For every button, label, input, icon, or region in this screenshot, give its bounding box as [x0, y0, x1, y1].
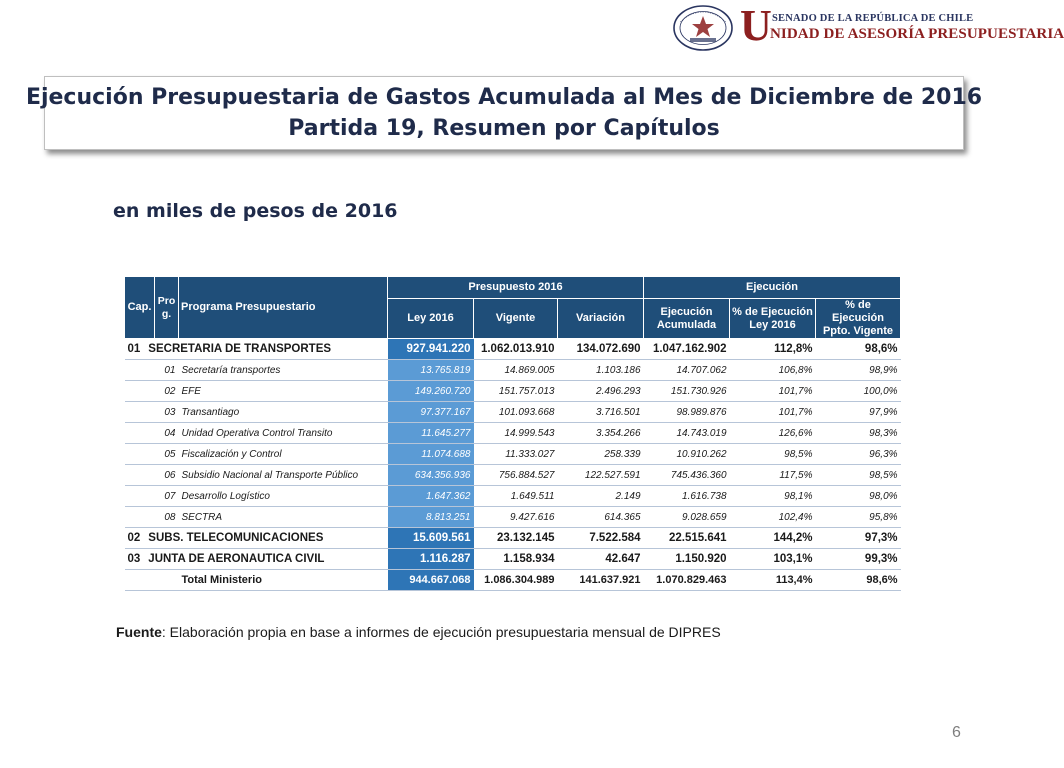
value-ejec: 98.989.876 — [644, 402, 730, 423]
value-pct-vig: 100,0% — [816, 381, 901, 402]
program-code: 08 — [155, 507, 179, 528]
value-pct-ley: 98,1% — [730, 486, 816, 507]
value-pct-vig: 99,3% — [816, 549, 901, 570]
value-vigente: 101.093.668 — [474, 402, 558, 423]
empty-cell — [125, 360, 155, 381]
chapter-name: JUNTA DE AERONAUTICA CIVIL — [148, 553, 325, 565]
value-pct-vig: 97,3% — [816, 528, 901, 549]
program-code: 05 — [155, 444, 179, 465]
value-pct-ley: 113,4% — [730, 570, 816, 591]
value-ley: 634.356.936 — [388, 465, 474, 486]
value-vigente: 14.869.005 — [474, 360, 558, 381]
program-row — [125, 507, 901, 528]
value-vigente: 151.757.013 — [474, 381, 558, 402]
value-pct-ley: 117,5% — [730, 465, 816, 486]
value-ley: 8.813.251 — [388, 507, 474, 528]
value-pct-vig: 98,5% — [816, 465, 901, 486]
chapter-name-cell — [125, 549, 388, 570]
logo-letter: U — [740, 1, 772, 50]
page-subtitle: Partida 19, Resumen por Capítulos — [288, 116, 720, 141]
value-vigente: 1.062.013.910 — [474, 339, 558, 360]
chapter-name-cell — [125, 528, 388, 549]
program-code: 06 — [155, 465, 179, 486]
value-variacion: 42.647 — [558, 549, 644, 570]
value-variacion: 2.496.293 — [558, 381, 644, 402]
value-pct-vig: 98,9% — [816, 360, 901, 381]
value-ley: 927.941.220 — [388, 339, 474, 360]
value-ejec: 9.028.659 — [644, 507, 730, 528]
value-ejec: 22.515.641 — [644, 528, 730, 549]
program-row — [125, 465, 901, 486]
value-ejec: 745.436.360 — [644, 465, 730, 486]
value-variacion: 3.716.501 — [558, 402, 644, 423]
value-pct-ley: 144,2% — [730, 528, 816, 549]
program-code: 02 — [155, 381, 179, 402]
program-name: Unidad Operativa Control Transito — [179, 423, 388, 444]
header-vigente: Vigente — [474, 299, 558, 339]
program-name: EFE — [179, 381, 388, 402]
value-pct-ley: 102,4% — [730, 507, 816, 528]
program-row — [125, 381, 901, 402]
value-ejec: 1.070.829.463 — [644, 570, 730, 591]
value-pct-vig: 98,3% — [816, 423, 901, 444]
page-title: Ejecución Presupuestaria de Gastos Acumulada al Mes de Diciembre de 2016 — [25, 85, 983, 110]
header-ley: Ley 2016 — [388, 299, 474, 339]
empty-cell — [125, 570, 179, 591]
value-ley: 15.609.561 — [388, 528, 474, 549]
value-pct-ley: 98,5% — [730, 444, 816, 465]
header-group-budget: Presupuesto 2016 — [388, 277, 644, 299]
chapter-code: 03 — [127, 553, 141, 565]
budget-table — [124, 276, 901, 591]
program-row — [125, 402, 901, 423]
value-pct-ley: 126,6% — [730, 423, 816, 444]
logo-senate-text: SENADO DE LA REPÚBLICA DE CHILE — [772, 13, 974, 24]
header-variacion: Variación — [558, 299, 644, 339]
header-group-execution: Ejecución — [644, 277, 901, 299]
value-variacion: 1.103.186 — [558, 360, 644, 381]
value-pct-vig: 97,9% — [816, 402, 901, 423]
value-ley: 11.645.277 — [388, 423, 474, 444]
value-pct-vig: 98,6% — [816, 570, 901, 591]
program-row — [125, 444, 901, 465]
empty-cell — [125, 465, 155, 486]
empty-cell — [125, 381, 155, 402]
empty-cell — [125, 402, 155, 423]
value-ley: 944.667.068 — [388, 570, 474, 591]
program-name: Secretaría transportes — [179, 360, 388, 381]
value-pct-ley: 101,7% — [730, 381, 816, 402]
value-variacion: 614.365 — [558, 507, 644, 528]
value-ley: 11.074.688 — [388, 444, 474, 465]
value-pct-vig: 98,6% — [816, 339, 901, 360]
value-ejec: 151.730.926 — [644, 381, 730, 402]
value-pct-ley: 101,7% — [730, 402, 816, 423]
value-vigente: 9.427.616 — [474, 507, 558, 528]
chapter-name-cell — [125, 339, 388, 360]
chapter-row — [125, 549, 901, 570]
logo-unit-text: NIDAD DE ASESORÍA PRESUPUESTARIA — [770, 26, 1064, 42]
value-vigente: 23.132.145 — [474, 528, 558, 549]
value-vigente: 756.884.527 — [474, 465, 558, 486]
source-note — [116, 624, 721, 640]
value-ley: 1.116.287 — [388, 549, 474, 570]
program-row — [125, 360, 901, 381]
program-code: 01 — [155, 360, 179, 381]
units-caption: en miles de pesos de 2016 — [113, 200, 398, 222]
value-pct-vig: 96,3% — [816, 444, 901, 465]
empty-cell — [125, 444, 155, 465]
value-ejec: 1.047.162.902 — [644, 339, 730, 360]
program-name: Desarrollo Logístico — [179, 486, 388, 507]
header-ejec-acum: Ejecución Acumulada — [644, 299, 730, 339]
header-pct-vigente: % de Ejecución Ppto. Vigente — [816, 299, 901, 339]
value-ley: 97.377.167 — [388, 402, 474, 423]
chapter-name: SECRETARIA DE TRANSPORTES — [148, 343, 332, 355]
value-ley: 13.765.819 — [388, 360, 474, 381]
value-variacion: 2.149 — [558, 486, 644, 507]
chapter-code: 02 — [127, 532, 141, 544]
program-code: 04 — [155, 423, 179, 444]
empty-cell — [125, 507, 155, 528]
value-ejec: 10.910.262 — [644, 444, 730, 465]
chapter-row — [125, 339, 901, 360]
value-vigente: 1.649.511 — [474, 486, 558, 507]
value-variacion: 258.339 — [558, 444, 644, 465]
value-pct-vig: 95,8% — [816, 507, 901, 528]
source-label: Fuente — [116, 624, 162, 640]
senate-seal-icon — [672, 4, 734, 52]
value-ley: 149.260.720 — [388, 381, 474, 402]
page-number: 6 — [952, 724, 961, 741]
senate-logo — [672, 1, 1064, 54]
total-label: Total Ministerio — [179, 570, 388, 591]
value-pct-ley: 103,1% — [730, 549, 816, 570]
program-name: SECTRA — [179, 507, 388, 528]
header-prog: Pro g. — [155, 277, 179, 339]
title-box — [25, 76, 983, 150]
value-variacion: 134.072.690 — [558, 339, 644, 360]
value-pct-ley: 112,8% — [730, 339, 816, 360]
value-ejec: 14.743.019 — [644, 423, 730, 444]
header-program: Programa Presupuestario — [179, 277, 388, 339]
value-ejec: 1.616.738 — [644, 486, 730, 507]
source-text: : Elaboración propia en base a informes de ejecución presupuestaria mensual de DIPRES — [161, 624, 721, 640]
program-name: Subsidio Nacional al Transporte Público — [179, 465, 388, 486]
value-variacion: 3.354.266 — [558, 423, 644, 444]
chapter-name: SUBS. TELECOMUNICACIONES — [148, 532, 324, 544]
value-vigente: 14.999.543 — [474, 423, 558, 444]
empty-cell — [125, 423, 155, 444]
program-row — [125, 423, 901, 444]
header-pct-ley: % de Ejecución Ley 2016 — [730, 299, 816, 339]
value-vigente: 1.158.934 — [474, 549, 558, 570]
chapter-row — [125, 528, 901, 549]
value-vigente: 11.333.027 — [474, 444, 558, 465]
value-ejec: 1.150.920 — [644, 549, 730, 570]
value-ejec: 14.707.062 — [644, 360, 730, 381]
program-name: Transantiago — [179, 402, 388, 423]
value-ley: 1.647.362 — [388, 486, 474, 507]
value-variacion: 122.527.591 — [558, 465, 644, 486]
total-row — [125, 570, 901, 591]
program-row — [125, 486, 901, 507]
program-code: 03 — [155, 402, 179, 423]
empty-cell — [125, 486, 155, 507]
chapter-code: 01 — [127, 343, 141, 355]
value-pct-ley: 106,8% — [730, 360, 816, 381]
value-variacion: 7.522.584 — [558, 528, 644, 549]
header-cap: Cap. — [125, 277, 155, 339]
value-vigente: 1.086.304.989 — [474, 570, 558, 591]
value-variacion: 141.637.921 — [558, 570, 644, 591]
value-pct-vig: 98,0% — [816, 486, 901, 507]
program-name: Fiscalización y Control — [179, 444, 388, 465]
program-code: 07 — [155, 486, 179, 507]
